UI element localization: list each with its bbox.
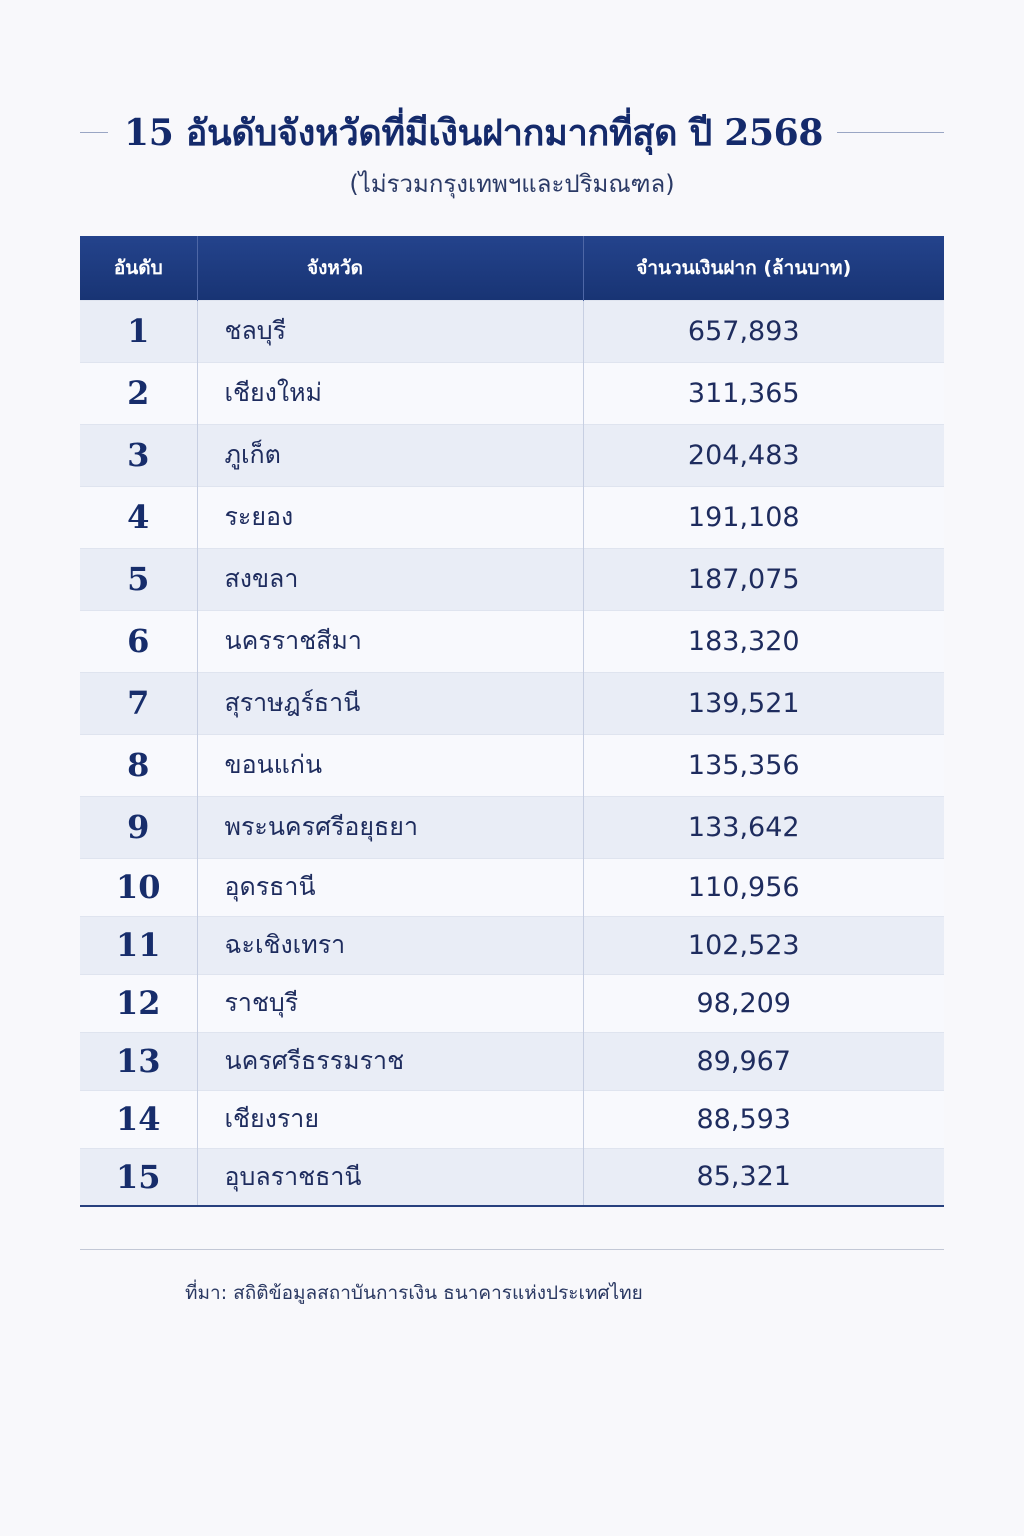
header-amount: จำนวนเงินฝาก (ล้านบาท) xyxy=(583,236,944,300)
amount-cell: 89,967 xyxy=(583,1032,944,1090)
rank-cell: 12 xyxy=(80,974,197,1032)
rank-cell: 7 xyxy=(80,672,197,734)
amount-cell: 204,483 xyxy=(583,424,944,486)
table-row xyxy=(80,974,944,1032)
amount-cell: 311,365 xyxy=(583,362,944,424)
page-subtitle: (ไม่รวมกรุงเทพฯและปริมณฑล) xyxy=(349,170,675,198)
rank-cell: 4 xyxy=(80,486,197,548)
rank-cell: 13 xyxy=(80,1032,197,1090)
rank-cell: 2 xyxy=(80,362,197,424)
province-cell: ฉะเชิงเทรา xyxy=(197,916,583,974)
amount-cell: 183,320 xyxy=(583,610,944,672)
table-row xyxy=(80,1148,944,1206)
amount-cell: 102,523 xyxy=(583,916,944,974)
province-cell: อุบลราชธานี xyxy=(197,1148,583,1206)
province-cell: ระยอง xyxy=(197,486,583,548)
amount-cell: 133,642 xyxy=(583,796,944,858)
province-cell: นครศรีธรรมราช xyxy=(197,1032,583,1090)
title-row xyxy=(80,104,944,160)
table-header-row xyxy=(80,236,944,300)
amount-cell: 88,593 xyxy=(583,1090,944,1148)
province-cell: เชียงใหม่ xyxy=(197,362,583,424)
province-cell: พระนครศรีอยุธยา xyxy=(197,796,583,858)
amount-cell: 139,521 xyxy=(583,672,944,734)
amount-cell: 98,209 xyxy=(583,974,944,1032)
province-cell: ราชบุรี xyxy=(197,974,583,1032)
province-cell: สุราษฎร์ธานี xyxy=(197,672,583,734)
table-row xyxy=(80,796,944,858)
header-province: จังหวัด xyxy=(197,236,583,300)
amount-cell: 191,108 xyxy=(583,486,944,548)
rank-cell: 1 xyxy=(80,300,197,362)
table-row xyxy=(80,424,944,486)
source-note: ที่มา: สถิติข้อมูลสถาบันการเงิน ธนาคารแห่งประเทศไทย xyxy=(185,1282,643,1304)
rank-cell: 8 xyxy=(80,734,197,796)
title-divider-right xyxy=(837,132,944,133)
rank-cell: 6 xyxy=(80,610,197,672)
amount-cell: 110,956 xyxy=(583,858,944,916)
amount-cell: 187,075 xyxy=(583,548,944,610)
province-cell: นครราชสีมา xyxy=(197,610,583,672)
table-row xyxy=(80,300,944,362)
amount-cell: 85,321 xyxy=(583,1148,944,1206)
table-row xyxy=(80,610,944,672)
table-row xyxy=(80,858,944,916)
table-row xyxy=(80,916,944,974)
rank-cell: 3 xyxy=(80,424,197,486)
rank-cell: 14 xyxy=(80,1090,197,1148)
table-row xyxy=(80,362,944,424)
header-rank: อันดับ xyxy=(113,256,163,279)
table-row xyxy=(80,486,944,548)
table-row xyxy=(80,1032,944,1090)
rank-cell: 11 xyxy=(80,916,197,974)
footer-divider xyxy=(80,1249,944,1250)
page-title: 15 อันดับจังหวัดที่มีเงินฝากมากที่สุด ปี 2568 xyxy=(124,111,824,154)
table-row xyxy=(80,672,944,734)
table-row xyxy=(80,1090,944,1148)
rank-cell: 10 xyxy=(80,858,197,916)
rank-cell: 5 xyxy=(80,548,197,610)
province-cell: ขอนแก่น xyxy=(197,734,583,796)
deposit-ranking-table xyxy=(80,236,944,1207)
amount-cell: 135,356 xyxy=(583,734,944,796)
title-divider-left xyxy=(80,132,108,133)
province-cell: สงขลา xyxy=(197,548,583,610)
province-cell: ภูเก็ต xyxy=(197,424,583,486)
rank-cell: 9 xyxy=(80,796,197,858)
table-row xyxy=(80,548,944,610)
province-cell: เชียงราย xyxy=(197,1090,583,1148)
amount-cell: 657,893 xyxy=(583,300,944,362)
rank-cell: 15 xyxy=(80,1148,197,1206)
province-cell: อุดรธานี xyxy=(197,858,583,916)
province-cell: ชลบุรี xyxy=(197,300,583,362)
table-row xyxy=(80,734,944,796)
